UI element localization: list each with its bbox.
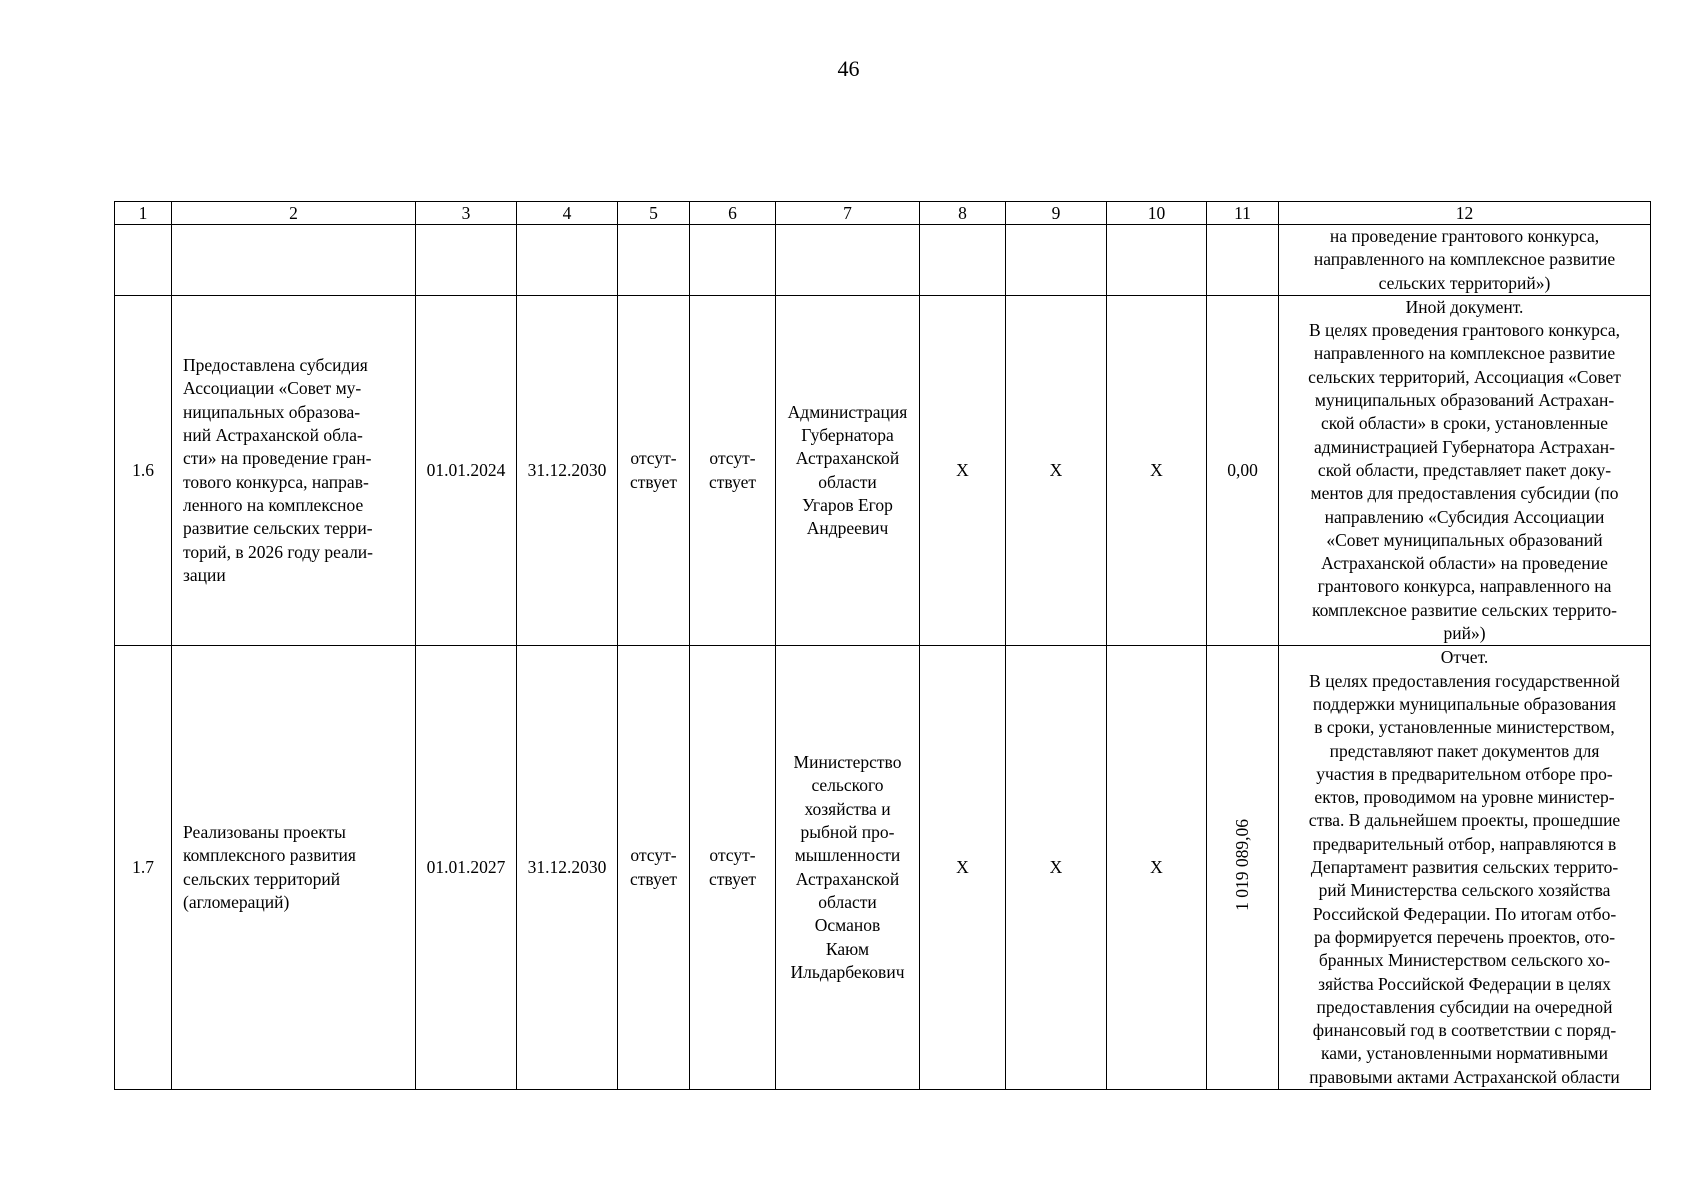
cell-start-date: 01.01.2027 xyxy=(416,646,517,1090)
table-row-1-6 xyxy=(115,295,1651,645)
column-header: 10 xyxy=(1107,202,1207,225)
cell-col8: X xyxy=(920,646,1006,1090)
column-header: 3 xyxy=(416,202,517,225)
cell-end-date: 31.12.2030 xyxy=(517,646,618,1090)
column-header: 8 xyxy=(920,202,1006,225)
cell-col8: X xyxy=(920,295,1006,645)
cell-amount: 0,00 xyxy=(1207,295,1279,645)
cell-col5: отсут- ствует xyxy=(618,295,690,645)
cell-number: 1.7 xyxy=(115,646,172,1090)
column-header: 2 xyxy=(172,202,416,225)
cell-col9: X xyxy=(1006,295,1107,645)
cell-col10: X xyxy=(1107,646,1207,1090)
cell-col9 xyxy=(1006,225,1107,296)
column-header: 4 xyxy=(517,202,618,225)
cell-responsible: Министерство сельского хозяйства и рыбной про- мышленности Астраханской области Османов Каюм Ильдарбекович xyxy=(776,646,920,1090)
table-header-row xyxy=(115,202,1651,225)
cell-amount xyxy=(1207,225,1279,296)
cell-description: Реализованы проекты комплексного развития сельских территорий (агломераций) xyxy=(172,646,416,1090)
cell-amount xyxy=(1207,646,1279,1090)
cell-col6: отсут- ствует xyxy=(690,295,776,645)
cell-number: 1.6 xyxy=(115,295,172,645)
column-header: 1 xyxy=(115,202,172,225)
cell-col9: X xyxy=(1006,646,1107,1090)
column-header: 6 xyxy=(690,202,776,225)
cell-col8 xyxy=(920,225,1006,296)
cell-col6: отсут- ствует xyxy=(690,646,776,1090)
cell-responsible: Администрация Губернатора Астраханской области Угаров Егор Андреевич xyxy=(776,295,920,645)
column-header: 5 xyxy=(618,202,690,225)
cell-end-date: 31.12.2030 xyxy=(517,295,618,645)
column-header: 9 xyxy=(1006,202,1107,225)
cell-col5 xyxy=(618,225,690,296)
cell-responsible xyxy=(776,225,920,296)
data-table xyxy=(114,201,1651,1090)
cell-start-date: 01.01.2024 xyxy=(416,295,517,645)
cell-number xyxy=(115,225,172,296)
cell-document: Отчет. В целях предоставления государственной поддержки муниципальные образования в сроки, установленные министерством, представляют пакет документов для участия в предварительном отборе про- ектов, проводимом на уровне министер- ства. В дальнейшем проекты, прошедшие предварительный отбор, направляются в Департамент развития сельских террито- рий Министерства сельского хозяйства Российской Федерации. По итогам отбо- ра формируется перечень проектов, ото- бранных Министерством сельского хо- зяйства Российской Федерации в целях предоставления субсидии на очередной финансовый год в соответствии с поряд- ками, установленными нормативными правовыми актами Астраханской области xyxy=(1279,646,1651,1090)
cell-document: Иной документ. В целях проведения грантового конкурса, направленного на комплексное развитие сельских территорий, Ассоциация «Совет муниципальных образований Астрахан- ской области» в сроки, установленные администрацией Губернатора Астрахан- ской области, представляет пакет доку- ментов для предоставления субсидии (по направлению «Субсидия Ассоциации «Совет муниципальных образований Астраханской области» на проведение грантового конкурса, направленного на комплексное развитие сельских террито- рий») xyxy=(1279,295,1651,645)
cell-document: на проведение грантового конкурса, направленного на комплексное развитие сельских территорий») xyxy=(1279,225,1651,296)
cell-description xyxy=(172,225,416,296)
cell-col10 xyxy=(1107,225,1207,296)
cell-col5: отсут- ствует xyxy=(618,646,690,1090)
cell-col6 xyxy=(690,225,776,296)
cell-end-date xyxy=(517,225,618,296)
cell-col10: X xyxy=(1107,295,1207,645)
table-row-1-7 xyxy=(115,646,1651,1090)
column-header: 7 xyxy=(776,202,920,225)
table-row-continuation xyxy=(115,225,1651,296)
cell-description: Предоставлена субсидия Ассоциации «Совет му- ниципальных образова- ний Астраханской обла- сти» на проведение гран- тового конкурса, направ- ленного на комплексное развитие сельских терри- торий, в 2026 году реали- зации xyxy=(172,295,416,645)
amount-vertical-text: 1 019 089,06 xyxy=(1231,818,1252,911)
column-header: 11 xyxy=(1207,202,1279,225)
page-number: 46 xyxy=(837,56,860,81)
column-header: 12 xyxy=(1279,202,1651,225)
cell-start-date xyxy=(416,225,517,296)
